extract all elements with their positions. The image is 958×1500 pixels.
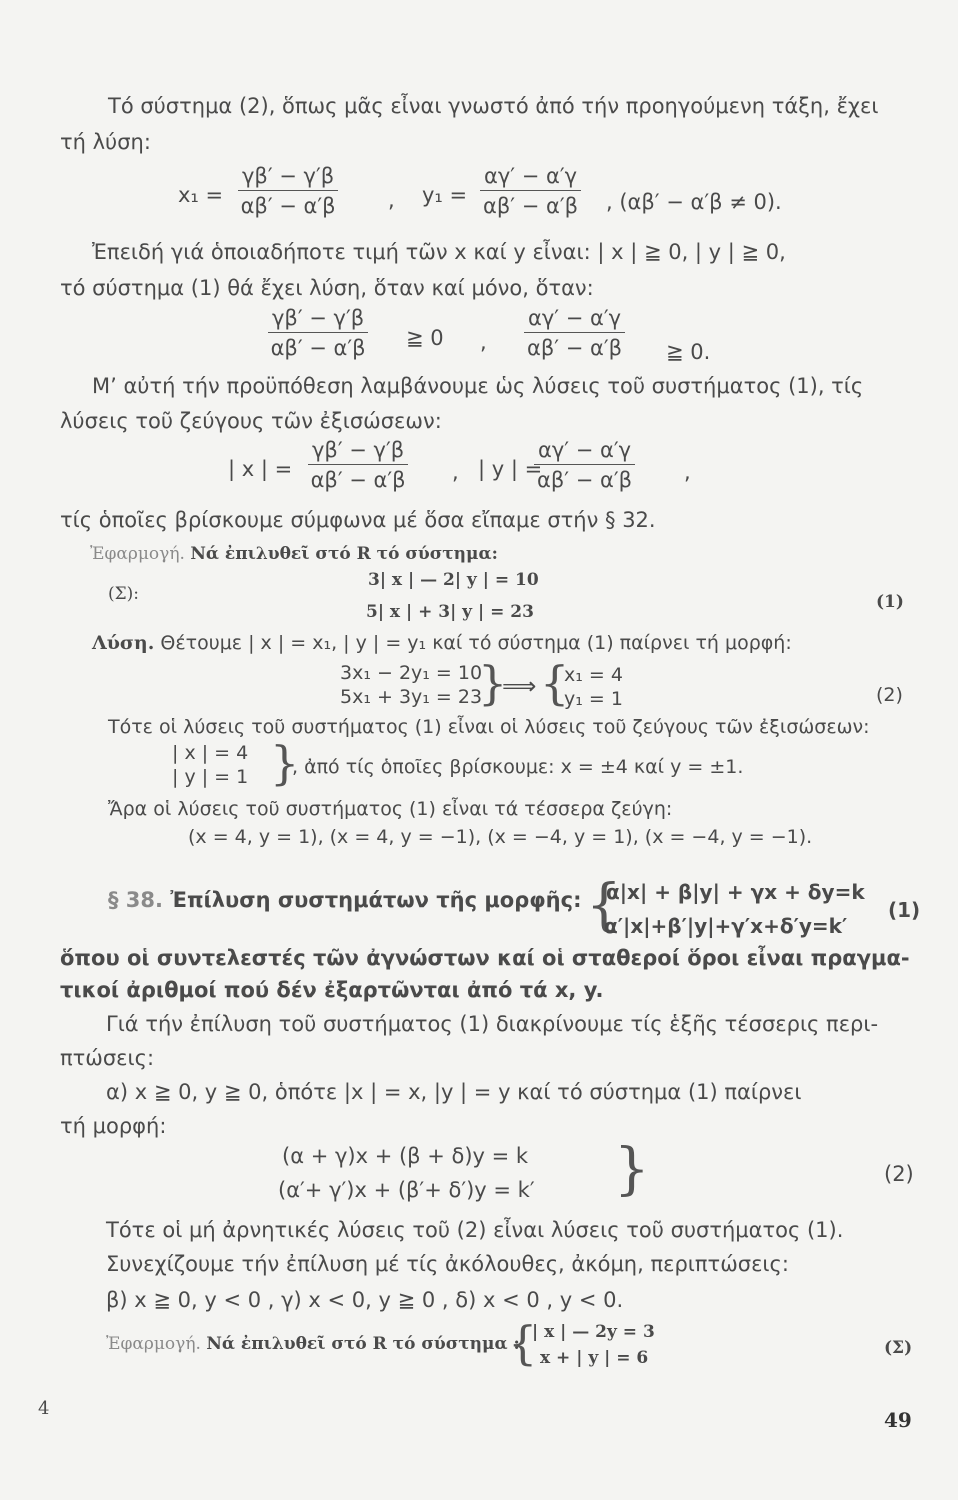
- ineq-b-numerator: αγ′ − α′γ: [524, 306, 625, 333]
- sol1-abs-x: | x | = 4: [172, 742, 249, 764]
- abs-x-fraction: [308, 438, 408, 492]
- case-a-eq2: (α′+ γ′)x + (β′+ δ′)y = k′: [278, 1178, 535, 1202]
- para2-line2: τό σύστημα (1) θά ἔχει λύση, ὅταν καί μόνο, ὅταν:: [60, 276, 594, 300]
- para6-line2: Συνεχίζουμε τήν ἐπίλυση μέ τίς ἀκόλουθες, ἀκόμη, περιπτώσεις:: [106, 1252, 789, 1276]
- left-brace: {: [540, 656, 570, 710]
- section-heading: [108, 888, 581, 913]
- para3-line1: Μ’ αὐτή τήν προϋπόθεση λαμβάνουμε ὡς λύσεις τοῦ συστήματος (1), τίς: [92, 374, 864, 398]
- sol1-s2: 5x₁ + 3y₁ = 23: [340, 686, 483, 708]
- para1-line1: Τό σύστημα (2), ὅπως μᾶς εἶναι γνωστό ἀπό τήν προηγούμενη τάξη, ἔχει: [108, 94, 879, 118]
- app1-text: Νά ἐπιλυθεῖ στό R τό σύστημα:: [190, 544, 498, 564]
- section-cont1: ὅπου οἱ συντελεστές τῶν ἀγνώστων καί οἱ σταθεροί ὅροι εἶναι πραγμα-: [60, 946, 910, 970]
- app1-eq1: 3| x | — 2| y | = 10: [368, 570, 539, 590]
- app2-eq2: x + | y | = 6: [540, 1348, 649, 1368]
- sol1-found: , ἀπό τίς ὁποῖες βρίσκουμε: x = ±4 καί y = ±1.: [292, 756, 744, 778]
- abs-y-lhs: | y | =: [478, 457, 543, 481]
- comma: ,: [388, 188, 395, 212]
- abs-x-lhs: | x | =: [228, 457, 293, 481]
- app1-number: (1): [876, 592, 904, 612]
- section-brace: {: [586, 873, 622, 938]
- sol1-then: Τότε οἱ λύσεις τοῦ συστήματος (1) εἶναι οἱ λύσεις τοῦ ζεύγους τῶν ἐξισώσεων:: [108, 716, 870, 738]
- nonzero-condition: , (αβ′ − α′β ≠ 0).: [606, 190, 782, 214]
- sol1-abs-y: | y | = 1: [172, 766, 249, 788]
- y1-fraction: [480, 164, 581, 218]
- ineq-a-relation: ≧ 0: [406, 326, 444, 350]
- sol1-number: (2): [876, 684, 903, 706]
- para3-line2: λύσεις τοῦ ζεύγους τῶν ἐξισώσεων:: [60, 409, 442, 433]
- app2-label: Ἐφαρμογή.: [106, 1334, 201, 1354]
- app2-tag: (Σ): [884, 1338, 913, 1358]
- ineq-b-relation: ≧ 0.: [666, 340, 711, 364]
- ineq-a-denominator: αβ′ − α′β: [270, 336, 366, 360]
- abs-y-numerator: αγ′ − α′γ: [534, 438, 635, 465]
- ineq-a-fraction: [268, 306, 368, 360]
- sol1-intro: [92, 632, 792, 655]
- footer-left-mark: 4: [38, 1398, 50, 1419]
- right-brace: }: [478, 656, 508, 710]
- app1-eq2: 5| x | + 3| y | = 23: [366, 602, 534, 622]
- section-eq1: α|x| + β|y| + γx + δy=k: [606, 880, 865, 904]
- sol1-pairs: (x = 4, y = 1), (x = 4, y = −1), (x = −4, y = 1), (x = −4, y = −1).: [188, 826, 813, 848]
- app1-sigma: (Σ):: [108, 584, 140, 604]
- para6-line3: β) x ≧ 0, y < 0 , γ) x < 0, y ≧ 0 , δ) x < 0 , y < 0.: [106, 1288, 624, 1312]
- x1-numerator: γβ′ − γ′β: [238, 164, 338, 191]
- app2-text: Νά ἐπιλυθεῖ στό R τό σύστημα :: [206, 1334, 520, 1354]
- ineq-b-fraction: [524, 306, 625, 360]
- sol1-s1: 3x₁ − 2y₁ = 10: [340, 662, 483, 684]
- app2-brace: {: [508, 1316, 538, 1370]
- para2-line1: Ἐπειδή γιά ὁποιαδήποτε τιμή τῶν x καί y εἶναι: | x | ≧ 0, | y | ≧ 0,: [92, 240, 786, 264]
- case-a-eq1: (α + γ)x + (β + δ)y = k: [282, 1144, 529, 1168]
- y1-lhs: y₁ =: [422, 183, 468, 207]
- ineq-a-numerator: γβ′ − γ′β: [268, 306, 368, 333]
- section-title: Ἐπίλυση συστημάτων τῆς μορφῆς:: [170, 888, 582, 912]
- sol1-text: Θέτουμε | x | = x₁, | y | = y₁ καί τό σύστημα (1) παίρνει τή μορφή:: [160, 632, 792, 654]
- x1-denominator: αβ′ − α′β: [240, 194, 336, 218]
- case-a-line1: α) x ≧ 0, y ≧ 0, ὁπότε |x | = x, |y | = y καί τό σύστημα (1) παίρνει: [106, 1080, 802, 1104]
- page-number: 49: [884, 1408, 912, 1432]
- case-a-line2: τή μορφή:: [60, 1114, 167, 1138]
- abs-comma-2: ,: [684, 460, 691, 484]
- y1-numerator: αγ′ − α′γ: [480, 164, 581, 191]
- sol1-r2: y₁ = 1: [564, 688, 623, 710]
- case-a-brace: }: [614, 1137, 650, 1202]
- ineq-comma: ,: [480, 330, 487, 354]
- x1-lhs: x₁ =: [178, 183, 224, 207]
- para5-line2: πτώσεις:: [60, 1046, 155, 1070]
- section-eq2: α′|x|+β′|y|+γ′x+δ′y=k′: [604, 914, 848, 938]
- sol1-r1: x₁ = 4: [564, 664, 623, 686]
- app2-heading: [106, 1334, 520, 1354]
- x1-fraction: [238, 164, 338, 218]
- y1-denominator: αβ′ − α′β: [483, 194, 578, 218]
- sol1-label: Λύση.: [92, 632, 155, 654]
- app1-label: Ἐφαρμογή.: [90, 544, 185, 564]
- app1-heading: [90, 544, 498, 564]
- abs-y-denominator: αβ′ − α′β: [537, 468, 632, 492]
- section-eq-number: (1): [888, 898, 921, 922]
- app2-eq1: | x | — 2y = 3: [532, 1322, 655, 1342]
- section-cont2: τικοί ἀριθμοί πού δέν ἐξαρτῶνται ἀπό τά x, y.: [60, 978, 604, 1002]
- para6-line1: Τότε οἱ μή ἀρνητικές λύσεις τοῦ (2) εἶναι λύσεις τοῦ συστήματος (1).: [106, 1218, 844, 1242]
- ineq-b-denominator: αβ′ − α′β: [527, 336, 622, 360]
- para4: τίς ὁποῖες βρίσκουμε σύμφωνα μέ ὅσα εἴπαμε στήν § 32.: [60, 508, 656, 532]
- section-number: § 38.: [108, 888, 164, 912]
- abs-y-fraction: [534, 438, 635, 492]
- abs-comma: ,: [452, 460, 459, 484]
- implies-arrow: ⟹: [502, 672, 537, 700]
- sol1-so: Ἄρα οἱ λύσεις τοῦ συστήματος (1) εἶναι τά τέσσερα ζεύγη:: [108, 798, 673, 820]
- abs-right-brace: }: [270, 736, 300, 790]
- para1-line2: τή λύση:: [60, 130, 151, 154]
- abs-x-numerator: γβ′ − γ′β: [308, 438, 408, 465]
- abs-x-denominator: αβ′ − α′β: [310, 468, 406, 492]
- para5-line1: Γιά τήν ἐπίλυση τοῦ συστήματος (1) διακρίνουμε τίς ἑξῆς τέσσερις περι-: [106, 1012, 879, 1036]
- case-a-number: (2): [884, 1162, 914, 1186]
